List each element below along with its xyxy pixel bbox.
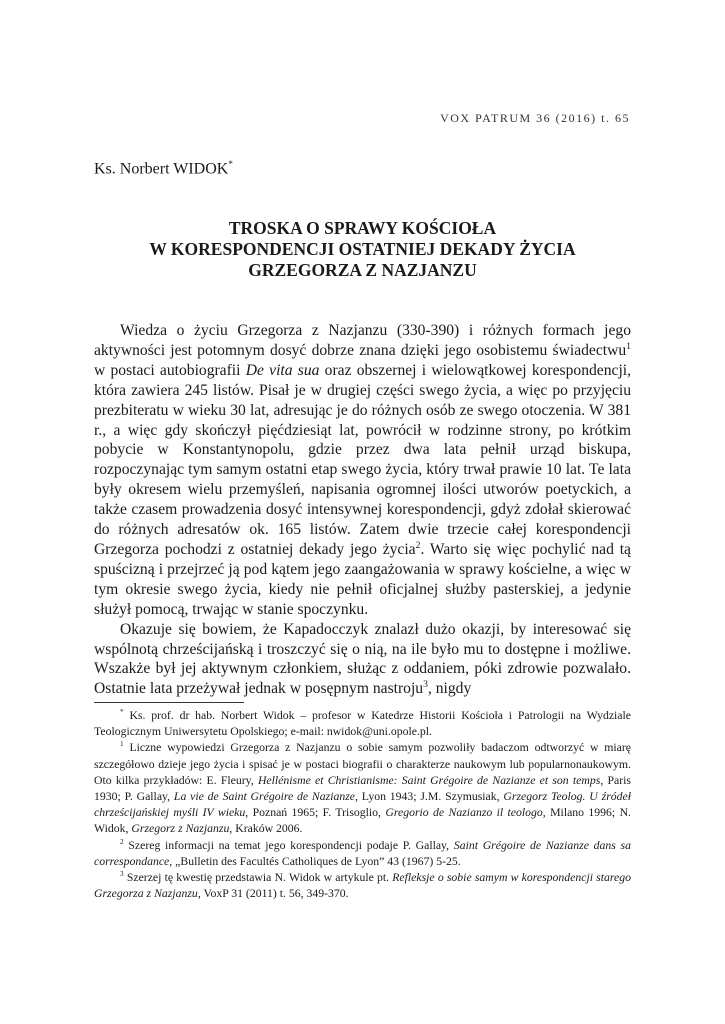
footnote-marker: 2 [120, 837, 124, 846]
footnote-2 [94, 838, 631, 870]
work-title: Refleksje o sobie samym w korespondencji starego Grzegorza z Nazjanzu [94, 871, 631, 901]
footnote-separator [94, 702, 244, 703]
body-text: , nigdy [427, 680, 472, 698]
body-text: . Warto się więc pochylić nad tą spuścizną i przejrzeć ją pod kątem jego zaangażowania w sprawy kościelne, a więc w tym okresie swego życia, kiedy nie pełnił oficjalnej służby pasterskiej, a jedynie służył pomocą, trwając w stanie spoczynku. [94, 540, 631, 618]
article-body [94, 321, 631, 699]
footnote-1 [94, 740, 631, 837]
footnote-text: Szerzej tę kwestię przedstawia N. Widok w artykule pt. [123, 871, 393, 885]
footnote-ref-3[interactable]: 3 [423, 679, 428, 691]
work-title: Saint Grégoire de Nazianze dans sa correspondance [94, 838, 631, 868]
work-title: Grzegorz Teolog. U źródeł chrześcijańskiej myśli IV wieku [94, 790, 631, 820]
footnote-text: Liczne wypowiedzi Grzegorza z Nazjanzu o sobie samym pozwoliły badaczom odtworzyć w miarę szczegółowo dzieje jego życia i spisać je w postaci biografii o charakterze naukowym lub popularnonaukowym. Oto kilka przykładów: E. Fleury, [94, 741, 631, 787]
running-header: VOX PATRUM 36 (2016) t. 65 [440, 111, 630, 125]
footnote-text: , Paris 1930; P. Gallay, [94, 773, 631, 804]
title-line-1: TROSKA O SPRAWY KOŚCIOŁA [228, 218, 497, 238]
body-text: oraz obszernej i wielowątkowej korespondencji, która zawiera 245 listów. Pisał je w drugiej części swego życia, a więc po przyjęciu prezbiteratu w wieku 30 lat, adresując je do różnych osób ze swego otoczenia. W 381 r., a więc gdy skończył pięćdziesiąt lat, powrócił w rodzinne strony, po krótkim pobycie w Konstantynopolu, gdzie przez dwa lata pełnił urząd biskupa, rozpoczynając tym samym ostatni etap swego życia, który trwał prawie 10 lat. Te lata były okresem wielu przemyśleń, napisania ogromnej ilości utworów poetyckich, a także czasem prowadzenia dosyć intensywnej korespondencji, gdyż zdołał skierować do różnych adresatów ok. 165 listów. Zatem dwie trzecie całej korespondencji Grzegorza pochodzi z ostatniej dekady jego życia [94, 361, 632, 558]
footnote-text: , Milano 1996; N. Widok, [94, 806, 631, 836]
author-name: Ks. Norbert WIDOK [94, 160, 229, 178]
body-text: Wiedza o życiu Grzegorza z Nazjanzu (330-390) i różnych formach jego aktywności jest potomnym dosyć dobrze znana dzięki jego osobistemu świadectwu [94, 322, 631, 359]
work-title: Hellénisme et Christianisme: Saint Grégoire de Nazianze et son temps [257, 773, 601, 787]
work-title: De vita sua [245, 361, 320, 379]
body-paragraph-1 [94, 321, 631, 620]
footnote-3 [94, 870, 631, 902]
footnotes [94, 708, 631, 902]
work-title: Grzegorz z Nazjanzu [131, 822, 230, 836]
footnote-text: , Poznań 1965; F. Trisoglio, [245, 806, 386, 820]
author-line [94, 159, 233, 178]
title-line-2: W KORESPONDENCJI OSTATNIEJ DEKADY ŻYCIA [149, 239, 576, 259]
footnote-text: , Kraków 2006. [229, 822, 303, 836]
footnote-text: Szereg informacji na temat jego korespondencji podaje P. Gallay, [123, 838, 454, 852]
footnote-marker: 1 [120, 740, 124, 749]
work-title: La vie de Saint Grégoire de Nazianze [173, 790, 356, 804]
footnote-marker: 3 [120, 870, 124, 879]
author-footnote-marker[interactable]: * [228, 159, 233, 169]
article-title [94, 218, 631, 281]
footnote-ref-2[interactable]: 2 [415, 539, 421, 551]
body-text: Okazuje się bowiem, że Kapadocczyk znalazł dużo okazji, by interesować się wspólnotą chrześcijańską i troszczyć się o nią, na ile było mu to dostępne i możliwe. Wszakże był jej aktywnym członkiem, służąc z oddaniem, póki zdrowie pozwalało. Ostatnie lata przeżywał jednak w posępnym nastroju [94, 620, 631, 698]
body-text: w postaci autobiografii [94, 361, 246, 379]
footnote-marker: * [120, 708, 124, 717]
footnote-text: , Lyon 1943; J.M. Szymusiak, [355, 790, 504, 804]
work-title: Gregorio de Nazianzo il teologo [385, 806, 543, 820]
footnote-text: Ks. prof. dr hab. Norbert Widok – profesor w Katedrze Historii Kościoła i Patrologii na Wydziale Teologicznym Uniwersytetu Opolskiego; e-mail: nwidok@uni.opole.pl. [94, 709, 631, 739]
body-paragraph-2 [94, 620, 631, 700]
footnote-star [94, 708, 631, 740]
title-line-3: GRZEGORZA Z NAZJANZU [248, 260, 477, 280]
footnote-text: , VoxP 31 (2011) t. 56, 349-370. [197, 887, 349, 901]
footnote-ref-1[interactable]: 1 [626, 340, 631, 352]
footnote-text: , „Bulletin des Facultés Catholiques de Lyon” 43 (1967) 5-25. [169, 854, 461, 868]
